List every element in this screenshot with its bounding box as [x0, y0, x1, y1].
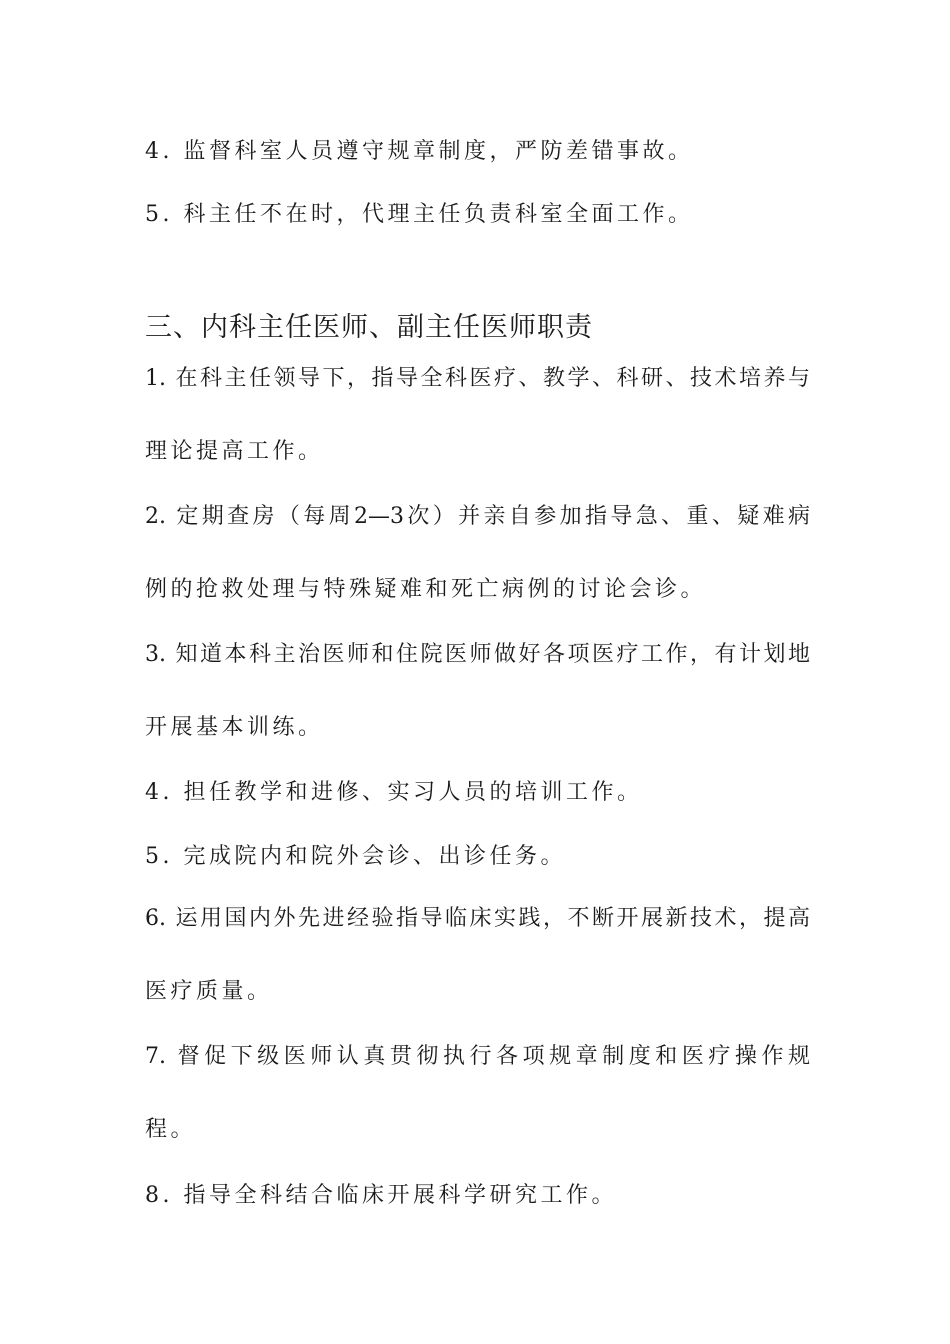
item-7-line-1: 7. 督促下级医师认真贯彻执行各项规章制度和医疗操作规	[145, 1044, 810, 1069]
item-2-line-1: 2. 定期查房（每周2—3次）并亲自参加指导急、重、疑难病	[145, 504, 810, 529]
section-heading: 三、内科主任医师、副主任医师职责	[145, 312, 593, 343]
prev-item-4: 4. 监督科室人员遵守规章制度，严防差错事故。	[145, 139, 694, 164]
item-1-line-1: 1. 在科主任领导下，指导全科医疗、教学、科研、技术培养与	[145, 366, 810, 391]
item-8: 8. 指导全科结合临床开展科学研究工作。	[145, 1183, 617, 1208]
item-6-line-1: 6. 运用国内外先进经验指导临床实践，不断开展新技术，提高	[145, 906, 810, 931]
item-5: 5. 完成院内和院外会诊、出诊任务。	[145, 844, 566, 869]
item-1-line-2: 理论提高工作。	[145, 439, 324, 464]
item-7-line-2: 程。	[145, 1117, 197, 1142]
item-6-line-2: 医疗质量。	[145, 979, 273, 1004]
item-4: 4. 担任教学和进修、实习人员的培训工作。	[145, 780, 643, 805]
item-3-line-1: 3. 知道本科主治医师和住院医师做好各项医疗工作，有计划地	[145, 642, 810, 667]
prev-item-5: 5. 科主任不在时，代理主任负责科室全面工作。	[145, 202, 694, 227]
item-3-line-2: 开展基本训练。	[145, 715, 324, 740]
item-2-line-2: 例的抢救处理与特殊疑难和死亡病例的讨论会诊。	[145, 577, 707, 602]
